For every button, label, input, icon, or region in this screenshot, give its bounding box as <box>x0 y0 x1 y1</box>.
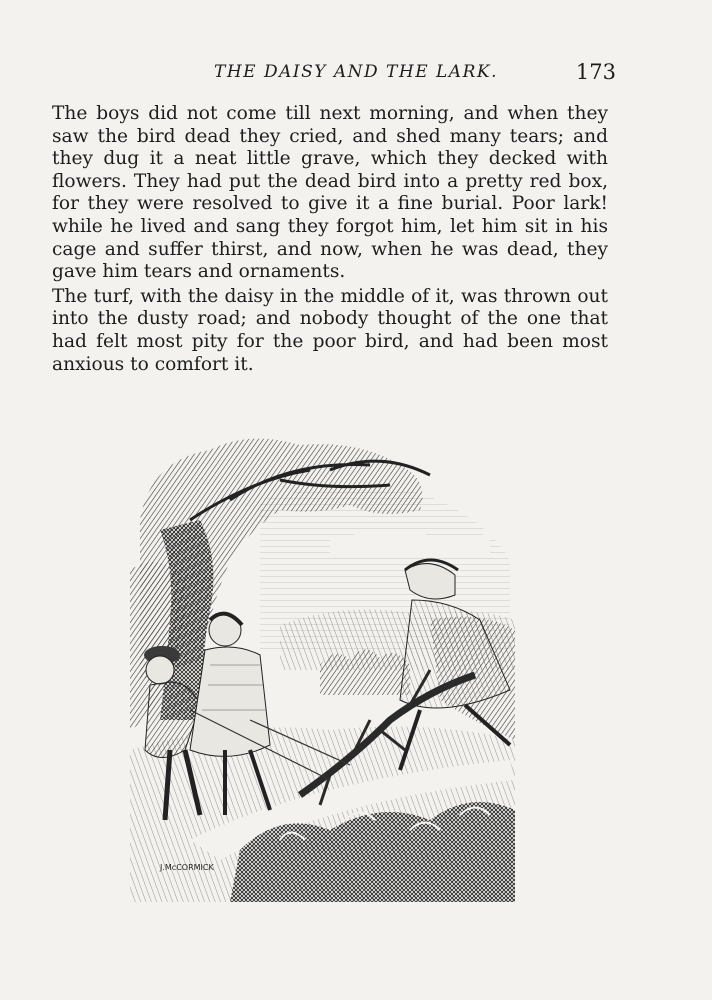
middle-trees <box>320 649 410 695</box>
running-title: THE DAISY AND THE LARK. <box>213 62 498 82</box>
page-number: 173 <box>575 60 616 84</box>
paragraph: The boys did not come till next morning, and when they saw the bird dead they cried, and shed many tears; and they dug it a neat little grave, which they decked with flowers. They had put the dead bird into a pretty red box, for they were resolved to give it a fine burial. Poor lark! while he lived and sang they forgot him, let him sit in his cage and suffer thirst, and now, when he was dead, they gave him tears and ornaments. <box>52 103 608 283</box>
engraving-illustration <box>130 420 530 902</box>
body-text <box>52 103 608 376</box>
running-head <box>0 60 712 90</box>
engraver-signature: J.McCORMICK <box>160 863 214 872</box>
engraving-svg <box>130 420 530 902</box>
paragraph: The turf, with the daisy in the middle of it, was thrown out into the dusty road; and nobody thought of the one that had felt most pity for the poor bird, and had been most anxious to comfort it. <box>52 285 608 375</box>
